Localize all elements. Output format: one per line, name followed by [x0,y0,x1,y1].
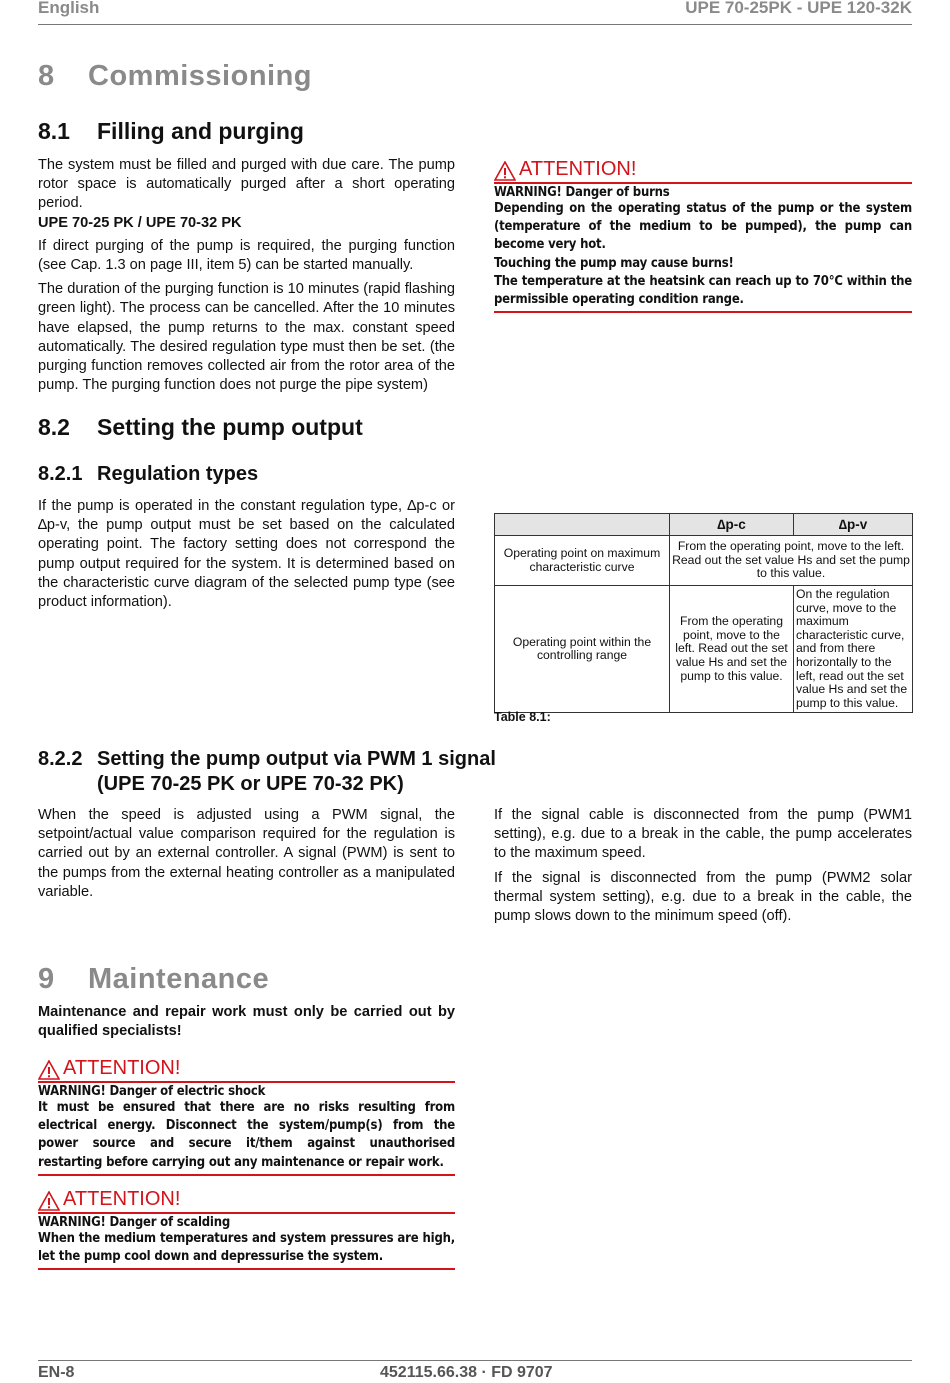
section-number: 8.2.1 [38,463,83,485]
section-title: Regulation types [97,463,259,485]
attention-title [38,1188,455,1211]
attention-title [494,158,912,181]
attention-box-electric-shock [38,1057,455,1176]
table-cell: From the operating point, move to the left. Read out the set value Hs and set the pump to this value. [670,586,794,713]
attention-label: ATTENTION! [519,158,637,180]
subheading: UPE 70-25 PK / UPE 70-32 PK [38,214,242,231]
attention-rule [38,1268,455,1270]
paragraph: If direct purging of the pump is required, the purging function (see Cap. 1.3 on page III, item 5) can be started manually. [38,237,455,274]
attention-box-scalding [38,1188,455,1270]
table-row-label: Operating point on maximum characteristic curve [495,536,670,586]
section-8-2-2-heading [38,747,598,797]
paragraph: If the signal is disconnected from the pump (PWM2 solar thermal system setting), e.g. due to a break in the cable, the pump slows down to the minimum speed (off). [494,869,912,925]
section-number: 8 [38,60,55,92]
section-8-2-heading [38,414,363,441]
footer-document-id: 452115.66.38 · FD 9707 [380,1364,553,1381]
section-title: Maintenance [88,963,270,995]
paragraph: The system must be filled and purged with due care. The pump rotor space is automatically purged after a short operating period. [38,157,455,212]
attention-title [38,1057,455,1080]
attention-rule [494,182,912,184]
section-title-line-2: (UPE 70-25 PK or UPE 70-32 PK) [97,773,404,795]
warning-heading: WARNING! Danger of burns [494,185,670,200]
section-title: Setting the pump output via PWM 1 signal [97,748,496,770]
section-8-heading [38,60,312,93]
attention-rule [38,1212,455,1214]
attention-box-burns [494,158,912,313]
warning-triangle-icon [38,1060,60,1080]
attention-rule [38,1081,455,1083]
paragraph: If the signal cable is disconnected from the pump (PWM1 setting), e.g. due to a break in the cable, the pump accelerates to the maximum speed. [494,807,912,862]
left-column-8-1 [38,156,455,395]
header-language: English [38,0,100,17]
table-cell: On the regulation curve, move to the maximum characteristic curve, and from there horizontally to the left, read out the set value Hs and set the pump to this value. [794,586,913,713]
section-8-2-1-heading [38,463,258,486]
warning-text: Depending on the operating status of the pump or the system (temperature of the medium to be pumped), the pump can become very hot. [494,201,912,253]
section-number: 8.2.2 [38,748,83,770]
warning-text: The temperature at the heatsink can reach up to 70°C within the permissible operating condition range. [494,273,912,308]
warning-heading: WARNING! Danger of electric shock [38,1084,266,1099]
paragraph: The duration of the purging function is 10 minutes (rapid flashing green light). The process can be cancelled. After the 10 minutes have elapsed, the pump returns to the max. constant speed automatically. The desired regulation type must then be set. (the purging function removes collected air from the rotor area of the pump. The purging function does not purge the pipe system) [38,281,455,394]
footer-rule [38,1360,912,1361]
warning-heading: WARNING! Danger of scalding [38,1215,231,1230]
pwm-paragraph-1: When the speed is adjusted using a PWM signal, the setpoint/actual value comparison required for the regulation is carried out by an external controller. A signal (PWM) is sent to the pumps from the external heating controller as a manipulated variable. [38,807,455,900]
warning-text: It must be ensured that there are no risks resulting from electrical energy. Disconnect the system/pump(s) from the power source and secure it/them against unauthorised restarting before carrying out any maintenance or repair work. [38,1100,455,1170]
attention-label: ATTENTION! [63,1188,181,1210]
right-column-8-2-2 [494,806,912,926]
table-row-label: Operating point within the controlling range [495,586,670,713]
header-rule [38,24,912,25]
table-header-empty [495,514,670,536]
maintenance-intro: Maintenance and repair work must only be carried out by qualified specialists! [38,1004,455,1040]
warning-text: Touching the pump may cause burns! [494,255,734,271]
section-number: 8.2 [38,414,70,440]
section-title: Commissioning [88,60,313,92]
section-number: 8.1 [38,118,70,144]
header-model: UPE 70-25PK - UPE 120-32K [685,0,912,17]
attention-rule [38,1174,455,1176]
table-header-dpc: ∆p-c [670,514,794,536]
regulation-table [494,513,913,713]
table-cell: From the operating point, move to the left. Read out the set value Hs and set the pump to this value. [670,536,913,586]
warning-text: When the medium temperatures and system pressures are high, let the pump cool down and depressurise the system. [38,1231,455,1265]
regulation-types-paragraph: If the pump is operated in the constant regulation type, ∆p-c or ∆p-v, the pump output must be set based on the calculated operating point. The factory setting does not correspond the pump output required for the system. It is determined based on the characteristic curve diagram of the selected pump type (see product information). [38,498,455,611]
footer-page-number: EN-8 [38,1364,75,1381]
section-title: Filling and purging [97,118,304,144]
attention-rule [494,311,912,313]
section-number: 9 [38,963,55,995]
attention-label: ATTENTION! [63,1057,181,1079]
warning-triangle-icon [494,161,516,181]
section-8-1-heading [38,118,304,145]
section-9-heading [38,963,269,996]
section-title: Setting the pump output [97,414,363,440]
table-caption: Table 8.1: [494,710,551,724]
table-header-dpv: ∆p-v [794,514,913,536]
warning-triangle-icon [38,1191,60,1211]
